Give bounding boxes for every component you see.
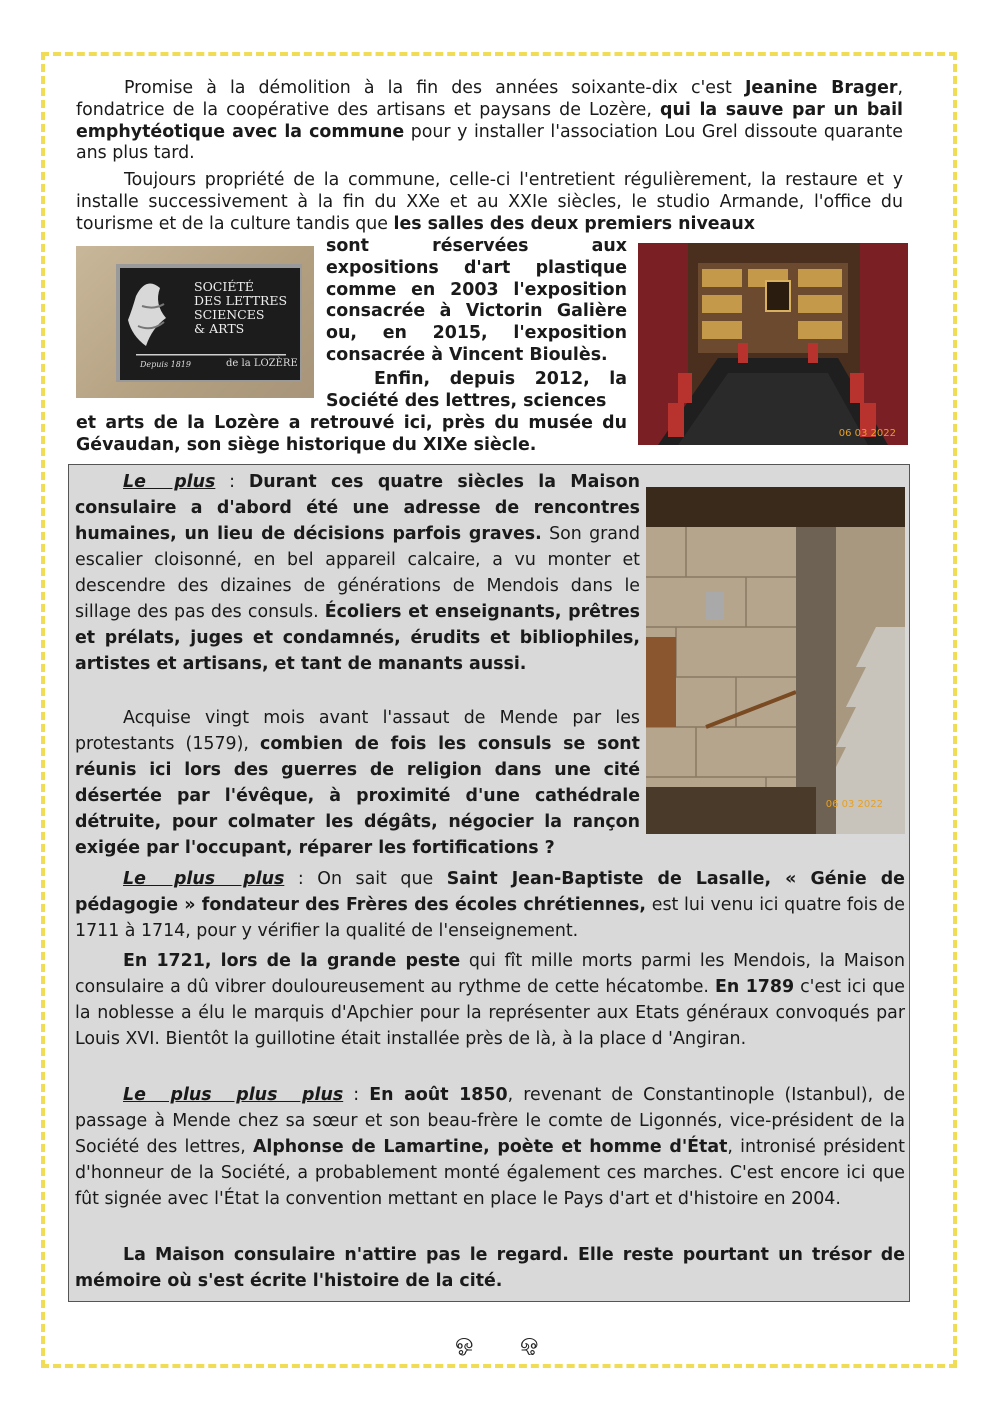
plaque-line-3: SCIENCES: [194, 307, 265, 322]
intro-paragraph-2: Toujours propriété de la commune, celle-ci l'entretient régulièrement, la restaure et y installe successivement à la fin du XXe et au XXIe siècles, le studio Armande, l'office du tourisme et de la culture tandis que les salles des deux premiers niveaux: [76, 170, 903, 234]
conclusion-paragraph: La Maison consulaire n'attire pas le regard. Elle reste pourtant un trésor de mémoire où s'est écrite l'histoire de la cité.: [75, 1245, 905, 1291]
label-le-plus-plus: Le plus plus: [123, 869, 285, 889]
label-le-plus: Le plus: [123, 472, 216, 492]
intro-paragraph-1: Promise à la démolition à la fin des années soixante-dix c'est Jeanine Brager, fondatrice de la coopérative des artisans et paysans de Lozère, qui la sauve par un bail emphytéotique avec la commune pour y installer l'association Lou Grel dissoute quarante ans plus tard.: [76, 78, 904, 164]
section-le-plus: Le plus : Durant ces quatre siècles la Maison consulaire a d'abord été une adresse de rencontres humaines, un lieu de décisions parfois graves. Son grand escalier cloisonné, en bel appareil calcaire, a vu monter et descendre des dizaines de générations de Mendois dans le sillage des pas des consuls. Écoliers et enseignants, prêtres et prélats, juges et condamnés, érudits et bibliophiles, artistes et artisans, et tant de manants aussi.: [75, 472, 641, 674]
section-le-plus-plus: Le plus plus : On sait que Saint Jean-Baptiste de Lasalle, « Génie de pédagogie » fondateur des Frères des écoles chrétiennes, est lui venu ici quatre fois de 1711 à 1714, pour y vérifier la qualité de l'enseignement.: [75, 869, 905, 941]
intro-paragraph-3-end: et arts de la Lozère a retrouvé ici, près du musée du Gévaudan, son siège historique du XIXe siècle.: [76, 413, 627, 455]
section-le-plus-plus-plus: Le plus plus plus : En août 1850, revenant de Constantinople (Istanbul), de passage à Mende chez sa sœur et son beau-frère le comte de Ligonnés, vice-président de la Société des lettres, Alphonse de Lamartine, poète et homme d'État, intronisé président d'honneur de la Société, a probablement monté également ces marches. C'est encore ici que fût signée avec l'État la convention mettant en place le Pays d'art et d'histoire en 2004.: [75, 1085, 906, 1209]
staircase-photo-date: 06 03 2022: [825, 799, 883, 810]
label-le-plus-plus-plus: Le plus plus plus: [123, 1085, 344, 1105]
ornament-left-icon: ஓ: [455, 1330, 474, 1355]
plaque-line-1: SOCIÉTÉ: [194, 279, 254, 294]
ornament-right-icon: ஓ: [520, 1330, 539, 1355]
plaque-line-4: & ARTS: [194, 321, 245, 336]
intro-paragraph-2-continued: sont réservées aux expositions d'art plastique comme en 2003 l'exposition consacrée à Victorin Galière ou, en 2015, l'exposition consacrée à Vincent Bioulès.: [326, 236, 627, 365]
section-history-1721-1789: En 1721, lors de la grande peste qui fît mille morts parmi les Mendois, la Maison consulaire a dû vibrer douloureusement au rythme de cette hécatombe. En 1789 c'est ici que la noblesse a élu le marquis d'Apchier pour la représenter aux Etats généraux convoqués par Louis XVI. Bientôt la guillotine était installée près de là, à la place d 'Angiran.: [75, 951, 905, 1049]
plaque-line-2: DES LETTRES: [194, 293, 288, 308]
plaque-since: Depuis 1819: [140, 360, 191, 369]
library-photo-date: 06 03 2022: [838, 428, 896, 439]
staircase-photo: [646, 487, 905, 834]
section-acquise: Acquise vingt mois avant l'assaut de Mende par les protestants (1579), combien de fois les consuls se sont réunis ici lors des guerres de religion dans une cité désertée par l'évêque, à proximité d'une cathédrale détruite, pour colmater les dégâts, négocier la rançon exigée par l'occupant, réparer les fortifications ?: [75, 708, 640, 858]
library-room-photo: [638, 243, 908, 445]
society-plaque-photo: [76, 246, 314, 398]
plaque-region: de la LOZÈRE: [226, 358, 298, 369]
intro-paragraph-3: Enfin, depuis 2012, la Société des lettres, sciences: [326, 369, 627, 411]
